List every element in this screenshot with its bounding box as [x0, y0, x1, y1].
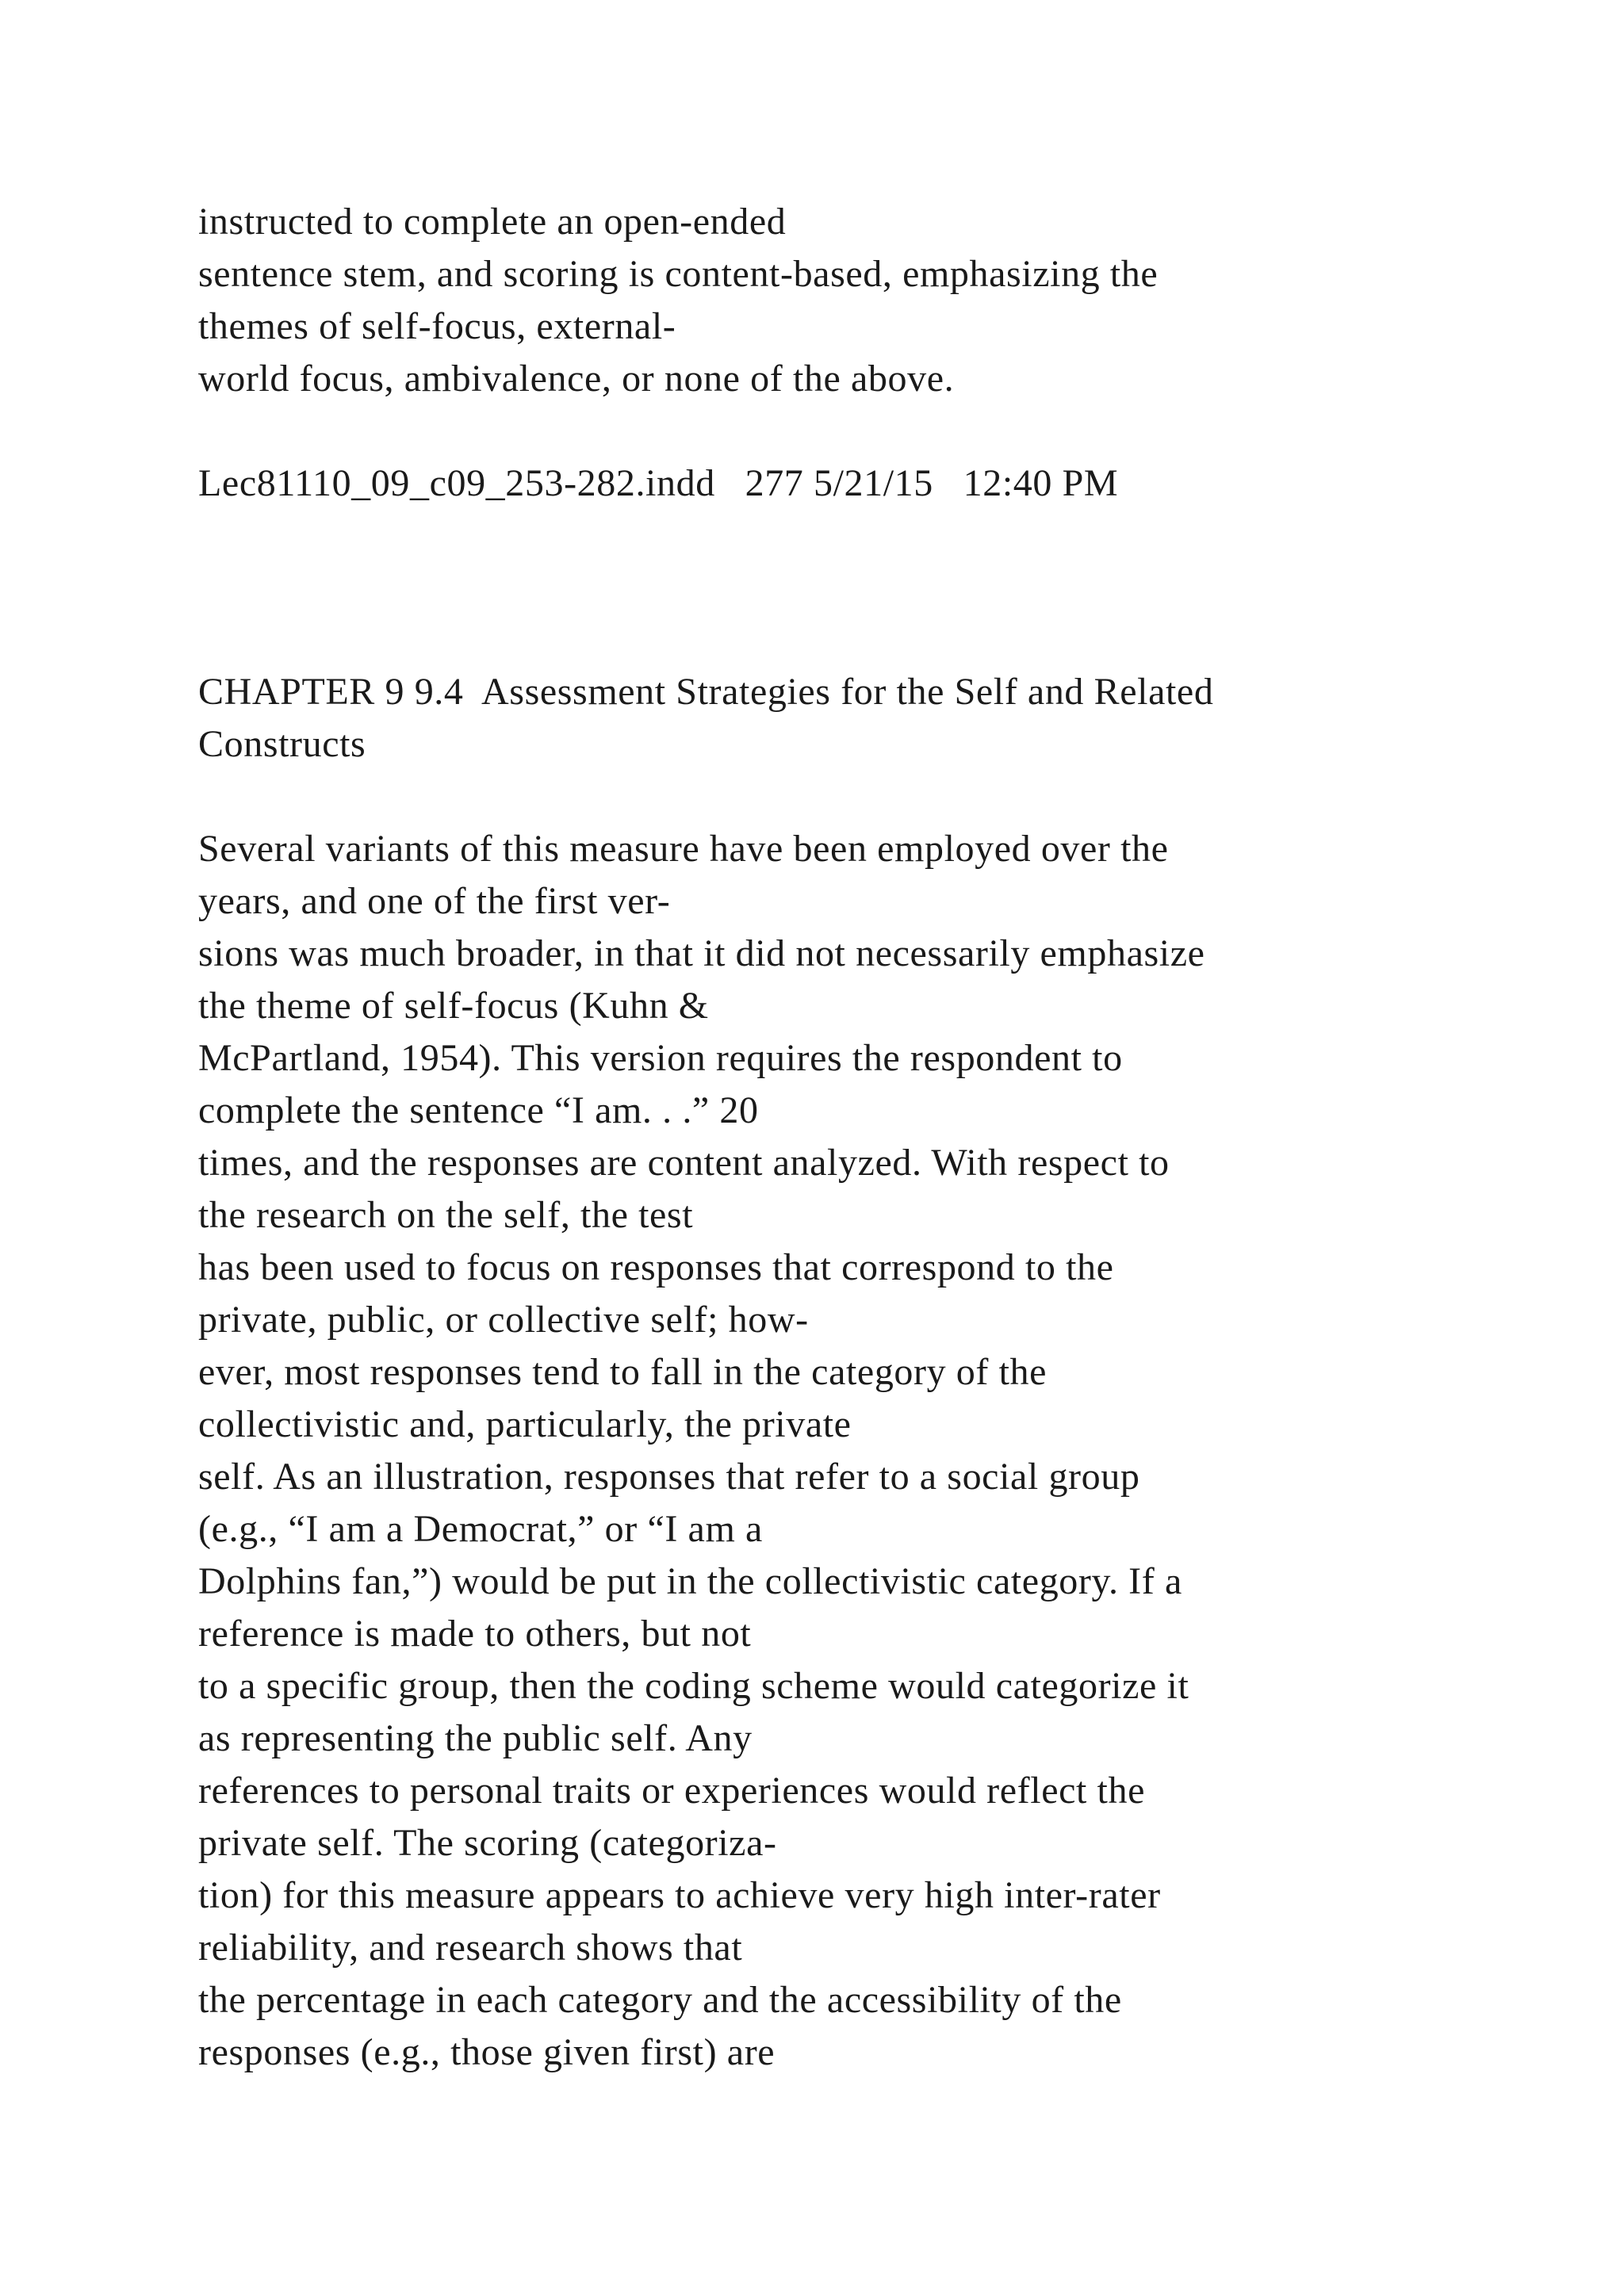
body-text-line: the theme of self-focus (Kuhn & — [198, 985, 709, 1027]
body-text-line: sentence stem, and scoring is content-based, emphasizing the — [198, 253, 1159, 295]
body-text-line: responses (e.g., those given first) are — [198, 2031, 776, 2073]
body-text-line: reference is made to others, but not — [198, 1613, 752, 1655]
body-text-line: has been used to focus on responses that correspond to the — [198, 1246, 1114, 1288]
chapter-header-line: Constructs — [198, 723, 366, 765]
body-text-line: the research on the self, the test — [198, 1194, 694, 1236]
body-text-line: Dolphins fan,”) would be put in the collectivistic category. If a — [198, 1560, 1182, 1602]
body-text-line: sions was much broader, in that it did not necessarily emphasize — [198, 932, 1205, 974]
body-text-line: the percentage in each category and the accessibility of the — [198, 1979, 1122, 2021]
body-text-line: (e.g., “I am a Democrat,” or “I am a — [198, 1508, 763, 1550]
chapter-header-line: CHAPTER 9 9.4 Assessment Strategies for the Self and Related — [198, 671, 1214, 713]
body-text-line: themes of self-focus, external- — [198, 305, 676, 347]
body-text-line: collectivistic and, particularly, the private — [198, 1403, 852, 1445]
body-text-line: private, public, or collective self; how- — [198, 1299, 809, 1341]
body-text-line: as representing the public self. Any — [198, 1717, 753, 1759]
body-text-line: McPartland, 1954). This version requires the respondent to — [198, 1037, 1123, 1079]
body-text-line: Several variants of this measure have been employed over the — [198, 828, 1169, 870]
file-footer-line: Lec81110_09_c09_253-282.indd 277 5/21/15 12:40 PM — [198, 462, 1119, 504]
body-text-line: self. As an illustration, responses that refer to a social group — [198, 1456, 1140, 1498]
body-text-line: world focus, ambivalence, or none of the above. — [198, 358, 955, 400]
body-text-line: references to personal traits or experiences would reflect the — [198, 1770, 1145, 1812]
body-text-line: times, and the responses are content analyzed. With respect to — [198, 1142, 1170, 1184]
body-text-line: years, and one of the first ver- — [198, 880, 671, 922]
body-text-line: tion) for this measure appears to achieve very high inter-rater — [198, 1874, 1161, 1916]
body-text-line: instructed to complete an open-ended — [198, 201, 787, 243]
body-text-line: reliability, and research shows that — [198, 1927, 743, 1969]
body-text-line: private self. The scoring (categoriza- — [198, 1822, 777, 1864]
body-text-line: complete the sentence “I am. . .” 20 — [198, 1089, 759, 1131]
body-text-line: to a specific group, then the coding scheme would categorize it — [198, 1665, 1189, 1707]
body-text-line: ever, most responses tend to fall in the category of the — [198, 1351, 1048, 1393]
